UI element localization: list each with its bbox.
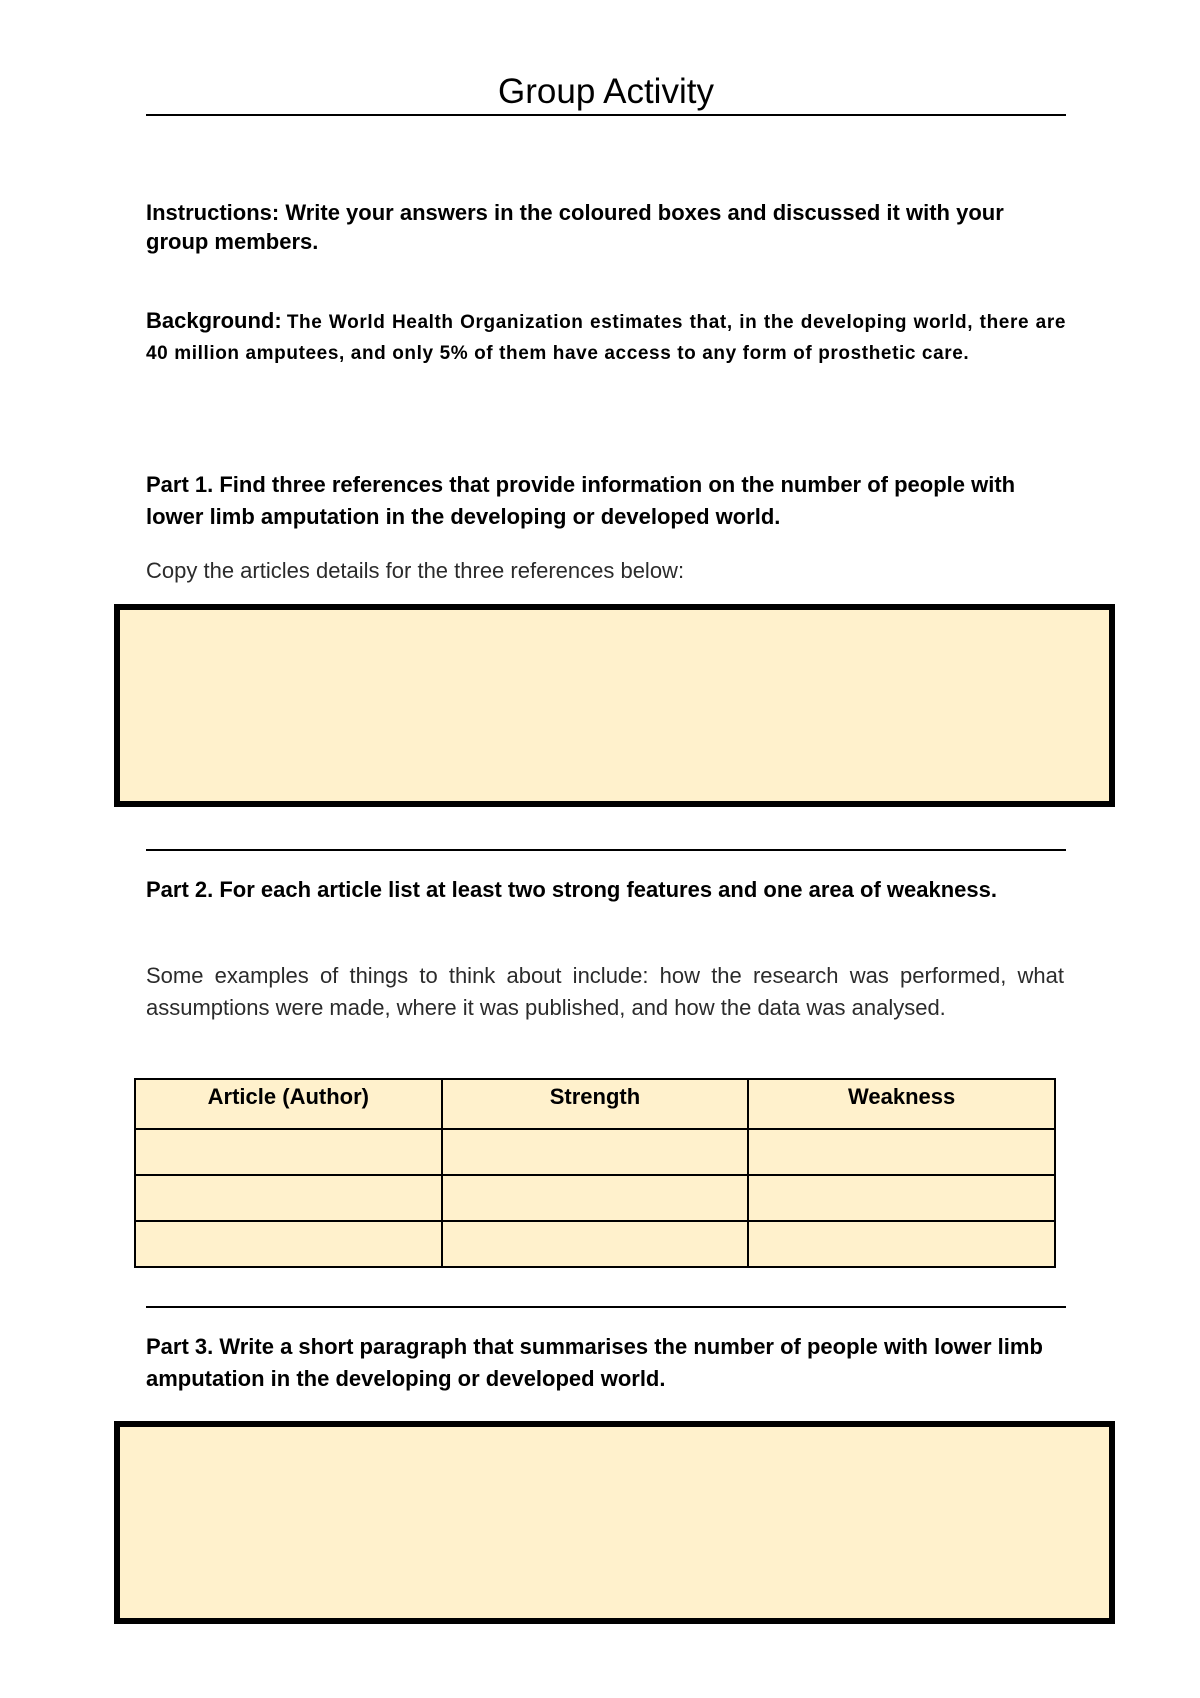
part1-prompt: Copy the articles details for the three references below: [146,558,685,583]
section-divider [146,1306,1066,1308]
table-row [135,1129,1055,1175]
part2-prompt: Some examples of things to think about include: how the research was performed, what assumptions were made, where it was published, and how the data was analysed. [146,963,1064,1020]
background-text: The World Health Organization estimates that, in the developing world, there are 40 million amputees, and only 5% of them have access to any form of prosthetic care. [146,312,1067,364]
header-strength: Strength [442,1079,749,1129]
page-title: Group Activity [498,72,714,111]
header-article: Article (Author) [135,1079,442,1129]
table-row [135,1175,1055,1221]
strength-cell[interactable] [442,1175,749,1221]
background-label: Background: [146,308,282,333]
article-cell[interactable] [135,1129,442,1175]
part3-heading: Part 3. Write a short paragraph that summarises the number of people with lower limb amputation in the developing or developed world. [146,1334,1043,1391]
weakness-cell[interactable] [748,1175,1055,1221]
strength-cell[interactable] [442,1129,749,1175]
header-weakness: Weakness [748,1079,1055,1129]
part1-heading: Part 1. Find three references that provide information on the number of people with lower limb amputation in the developing or developed world. [146,472,1016,529]
section-divider [146,849,1066,851]
part1-answer-box[interactable] [114,604,1115,807]
background-paragraph [146,306,1066,370]
title-underline [146,114,1066,116]
table-header-row [135,1079,1055,1129]
part2-heading: Part 2. For each article list at least two strong features and one area of weakness. [146,877,997,902]
instructions-text: Instructions: Write your answers in the coloured boxes and discussed it with your group members. [146,200,1004,254]
table-row [135,1221,1055,1267]
article-cell[interactable] [135,1221,442,1267]
article-cell[interactable] [135,1175,442,1221]
part3-answer-box[interactable] [114,1421,1115,1624]
strength-cell[interactable] [442,1221,749,1267]
weakness-cell[interactable] [748,1221,1055,1267]
evaluation-table [134,1078,1056,1268]
weakness-cell[interactable] [748,1129,1055,1175]
